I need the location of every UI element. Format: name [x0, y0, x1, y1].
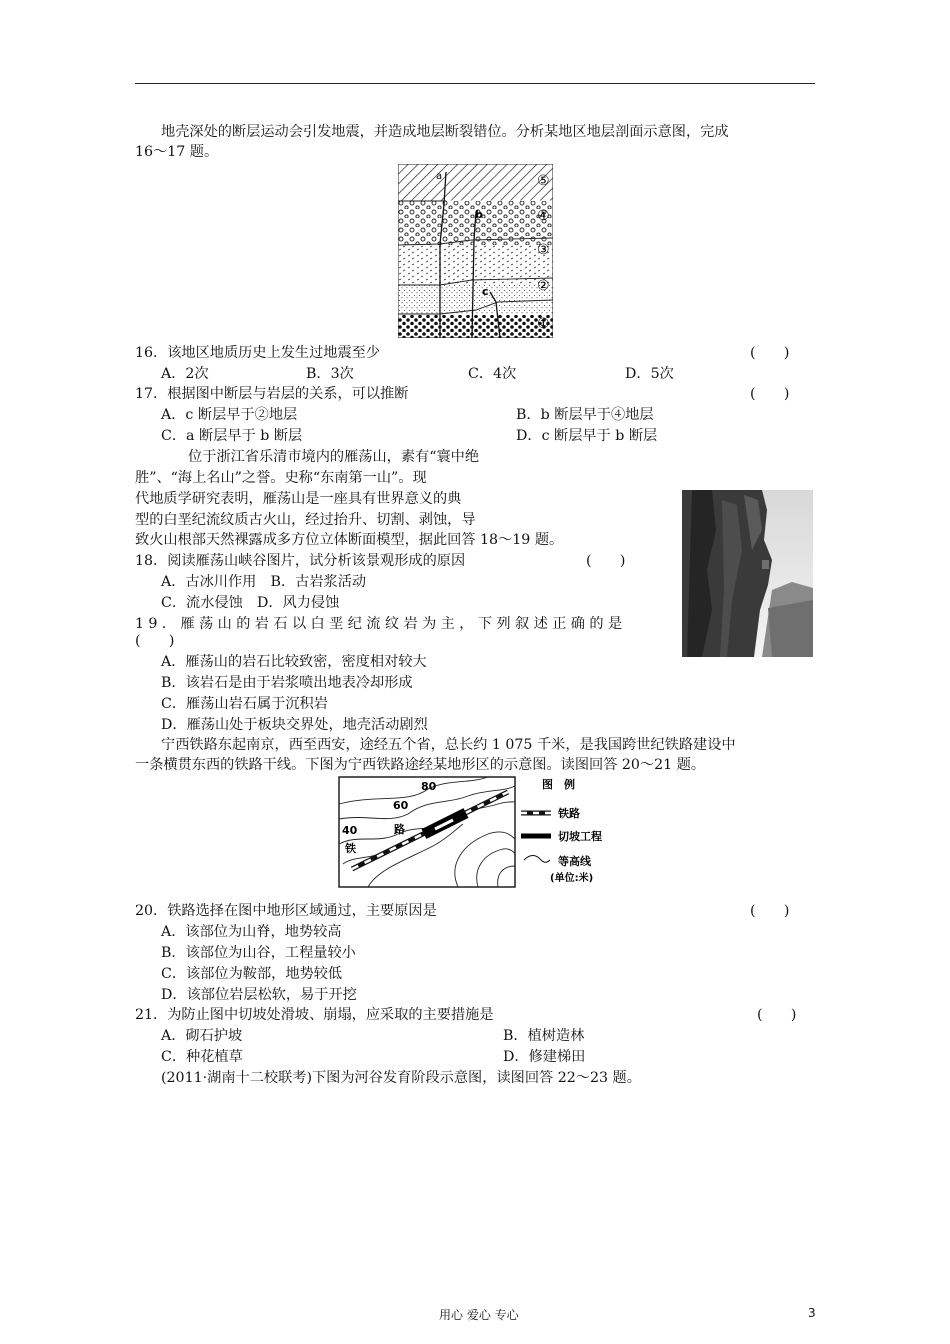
q17-option-d: D．c 断层早于 b 断层 — [516, 428, 658, 444]
legend-cut-slope-label: 切坡工程 — [558, 830, 602, 843]
layer-label-5: ⑤ — [537, 173, 550, 189]
intro-18-19-line-1: 位于浙江省乐清市境内的雁荡山，素有“寰中绝 — [188, 449, 480, 465]
header-rule — [135, 83, 815, 84]
q17-option-c: C．a 断层早于 b 断层 — [161, 428, 303, 444]
contour-label-40: 40 — [342, 824, 358, 837]
contour-map-figure — [338, 774, 618, 892]
intro-16-17-line-1: 地壳深处的断层运动会引发地震，并造成地层断裂错位。分析某地区地层剖面示意图，完成 — [161, 124, 729, 140]
q16-option-c: C．4次 — [468, 366, 517, 382]
intro-18-19-line-5: 致火山根部天然裸露成多方位立体断面模型，据此回答 18～19 题。 — [135, 532, 564, 548]
intro-18-19-line-3: 代地质学研究表明，雁荡山是一座具有世界意义的典 — [135, 491, 462, 507]
contour-label-80: 80 — [421, 780, 437, 793]
fault-label-a: a — [436, 171, 443, 182]
q21-option-a: A．砌石护坡 — [161, 1028, 243, 1044]
q19-answer-paren: ( ) — [135, 633, 175, 649]
q21-option-b: B．植树造林 — [503, 1028, 585, 1044]
q19-option-b: B．该岩石是由于岩浆喷出地表冷却形成 — [161, 675, 413, 691]
q19-stem: 19．雁荡山的岩石以白垩纪流纹岩为主，下列叙述正确的是 — [135, 616, 627, 632]
q17-option-a: A．c 断层早于②地层 — [161, 407, 298, 423]
q16-stem: 16．该地区地质历史上发生过地震至少 — [135, 345, 381, 361]
layer-label-1: ① — [537, 316, 550, 332]
q17-stem: 17．根据图中断层与岩层的关系，可以推断 — [135, 386, 409, 402]
q21-answer-paren: ( ) — [757, 1007, 797, 1023]
railway-label-tie: 铁 — [345, 842, 356, 855]
contour-label-60: 60 — [393, 799, 409, 812]
intro-20-21-line-2: 一条横贯东西的铁路干线。下图为宁西铁路途经某地形区的示意图。读图回答 20～21 题。 — [135, 757, 706, 773]
yandang-canyon-photo — [682, 490, 813, 657]
intro-20-21-line-1: 宁西铁路东起南京，西至西安，途经五个省，总长约 1 075 千米，是我国跨世纪铁路建设中 — [161, 737, 736, 753]
q21-option-d: D．修建梯田 — [503, 1049, 586, 1065]
q18-options-cd: C．流水侵蚀 D．风力侵蚀 — [161, 595, 340, 611]
page-number: 3 — [808, 1306, 816, 1320]
q20-stem: 20．铁路选择在图中地形区域通过，主要原因是 — [135, 903, 437, 919]
q18-options-ab: A．古冰川作用 B．古岩浆活动 — [161, 574, 367, 590]
q17-answer-paren: ( ) — [750, 386, 790, 402]
legend-railway-label: 铁路 — [558, 807, 580, 820]
railway-label-lu: 路 — [394, 823, 405, 836]
q20-option-d: D．该部位岩层松软，易于开挖 — [161, 987, 357, 1003]
fault-label-b: b — [475, 208, 483, 221]
layer-label-2: ② — [537, 278, 550, 294]
q20-option-b: B．该部位为山谷，工程量较小 — [161, 945, 356, 961]
q16-option-a: A．2次 — [161, 366, 209, 382]
intro-16-17-line-2: 16～17 题。 — [135, 144, 219, 160]
q18-stem: 18．阅读雁荡山峡谷图片，试分析该景观形成的原因 — [135, 553, 466, 569]
strata-cross-section-figure — [398, 164, 553, 338]
legend-title: 图 例 — [542, 778, 575, 791]
fault-label-c: c — [482, 285, 489, 298]
intro-18-19-line-2: 胜”、“海上名山”之誉。史称“东南第一山”。现 — [135, 470, 427, 486]
q20-option-c: C．该部位为鞍部，地势较低 — [161, 966, 343, 982]
q19-option-a: A．雁荡山的岩石比较致密，密度相对较大 — [161, 654, 427, 670]
q17-option-b: B．b 断层早于④地层 — [516, 407, 654, 423]
q21-stem: 21．为防止图中切坡处滑坡、崩塌，应采取的主要措施是 — [135, 1007, 494, 1023]
q19-option-c: C．雁荡山岩石属于沉积岩 — [161, 696, 328, 712]
intro-22-23: (2011·湖南十二校联考)下图为河谷发育阶段示意图，读图回答 22～23 题。 — [161, 1070, 641, 1086]
q20-option-a: A．该部位为山脊，地势较高 — [161, 924, 342, 940]
q16-option-b: B．3次 — [306, 366, 354, 382]
layer-label-3: ③ — [537, 242, 550, 258]
q19-option-d: D．雁荡山处于板块交界处，地壳活动剧烈 — [161, 717, 428, 733]
q20-answer-paren: ( ) — [750, 903, 790, 919]
footer-motto: 用心 爱心 专心 — [439, 1308, 519, 1322]
q16-answer-paren: ( ) — [750, 345, 790, 361]
q21-option-c: C．种花植草 — [161, 1049, 243, 1065]
q16-option-d: D．5次 — [625, 366, 674, 382]
legend-contour-label: 等高线 — [558, 855, 591, 868]
q18-answer-paren: ( ) — [586, 553, 626, 569]
layer-label-4: ④ — [537, 208, 550, 224]
intro-18-19-line-4: 型的白垩纪流纹质古火山，经过抬升、切割、剥蚀，导 — [135, 512, 476, 528]
legend-unit: (单位:米) — [550, 873, 594, 884]
